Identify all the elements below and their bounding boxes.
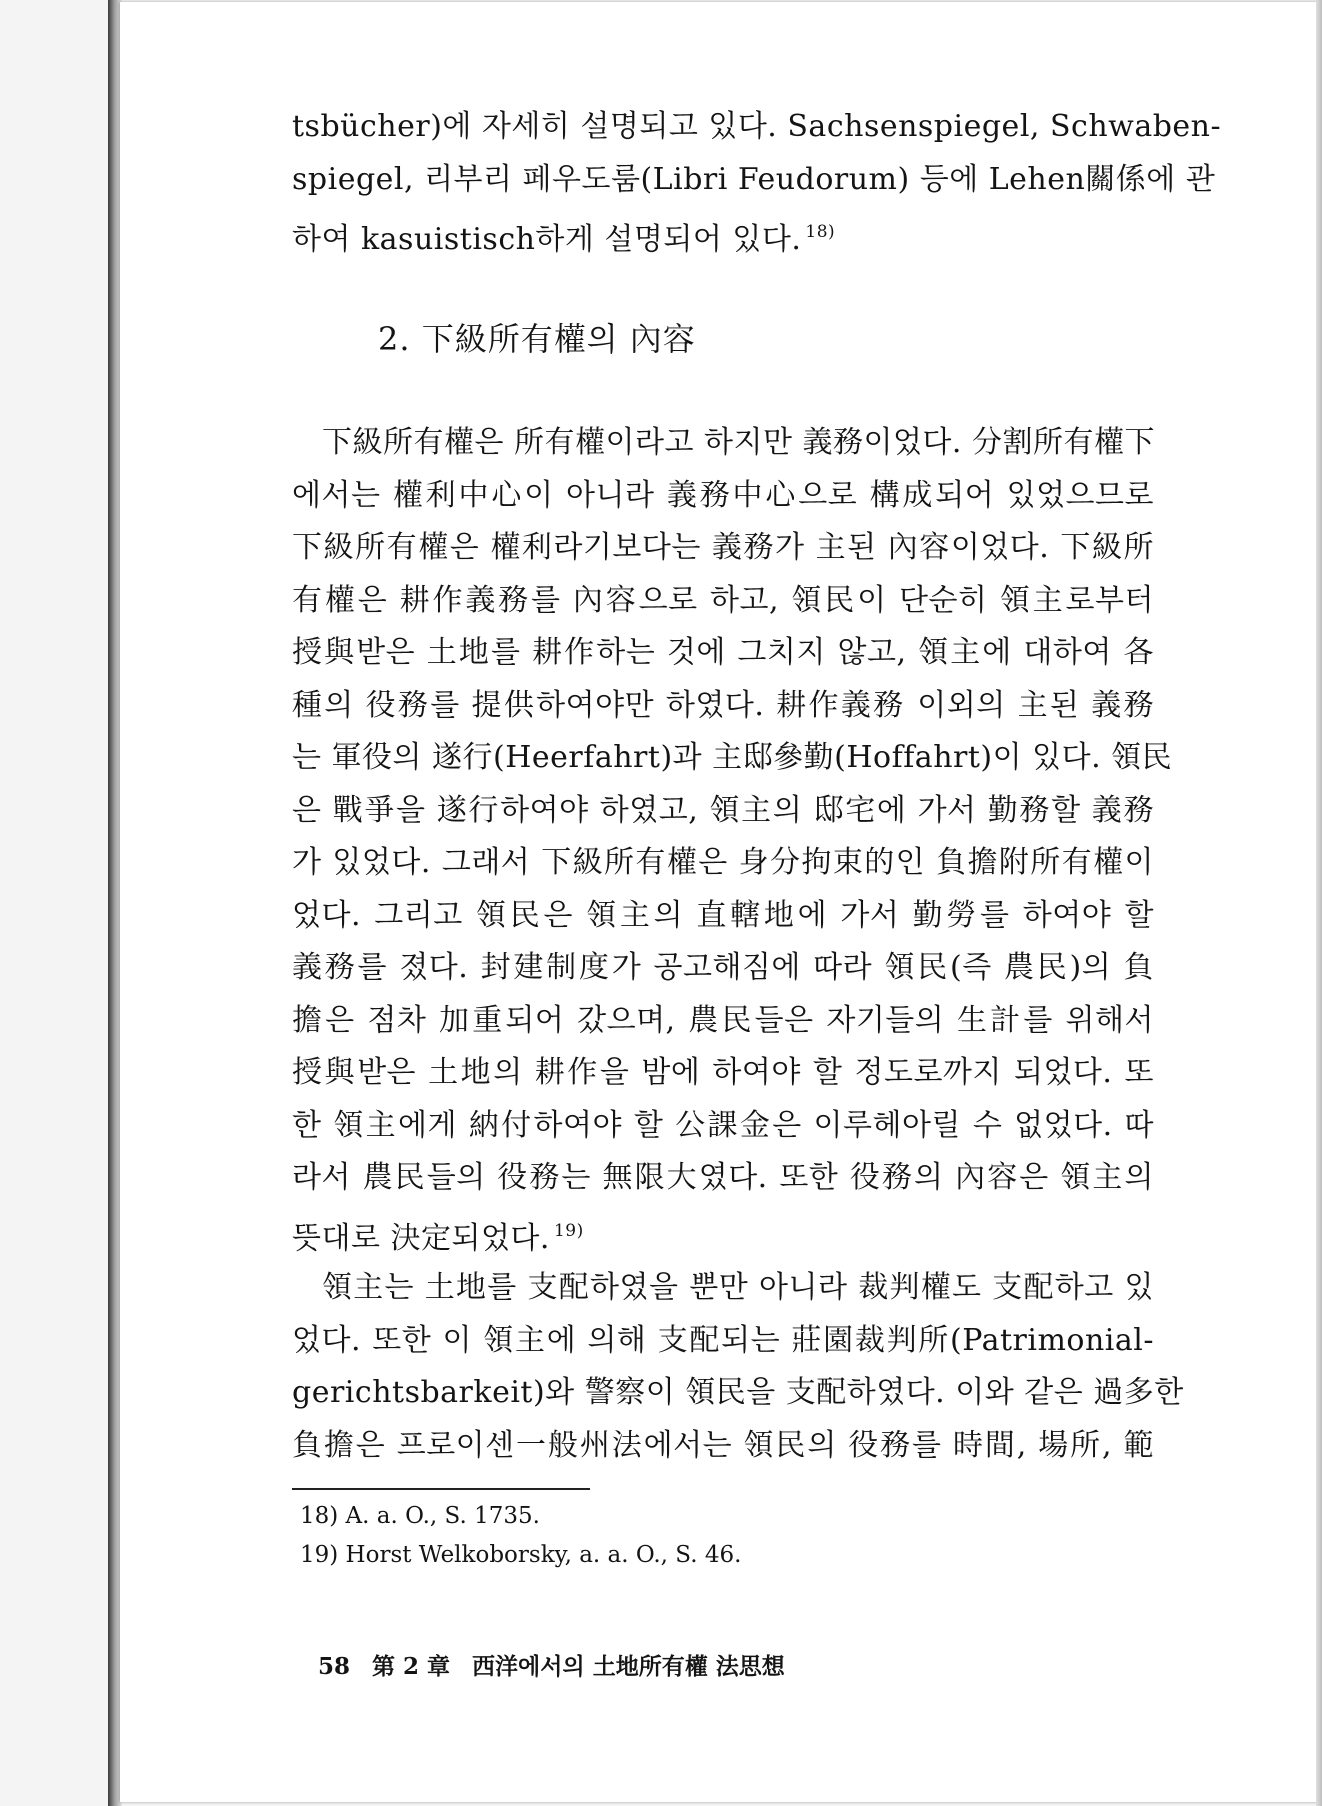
text-line: gerichtsbarkeit)와 警察이 領民을 支配하였다. 이와 같은 過多한 [292, 1375, 1184, 1410]
footnotes [300, 1497, 741, 1575]
top-paragraph [292, 101, 1222, 267]
text-line: 擔은 점차 加重되어 갔으며, 農民들은 자기들의 生計를 위해서 [292, 1002, 1154, 1038]
chapter-number: 第 2 章 [372, 1653, 451, 1680]
text-line: 負擔은 프로이센一般州法에서는 領民의 役務를 時間, 場所, 範 [292, 1427, 1154, 1463]
text-line: tsbücher)에 자세히 설명되고 있다. Sachsenspiegel, Schwaben- [292, 109, 1222, 144]
body-paragraph-2 [292, 1262, 1184, 1472]
chapter-title: 西洋에서의 土地所有權 法思想 [472, 1653, 785, 1680]
footnote-divider [292, 1488, 590, 1490]
footnote-19: 19) Horst Welkoborsky, a. a. O., S. 46. [300, 1542, 742, 1568]
running-footer [318, 1648, 785, 1681]
text-line: 種의 役務를 提供하여야만 하였다. 耕作義務 이외의 主된 義務 [292, 687, 1154, 723]
text-line: 라서 農民들의 役務는 無限大였다. 또한 役務의 內容은 領主의 [292, 1160, 1154, 1195]
text-line: 有權은 耕作義務를 內容으로 하고, 領民이 단순히 領主로부터 [292, 582, 1154, 618]
text-line: 領主는 土地를 支配하였을 뿐만 아니라 裁判權도 支配하고 있 [322, 1270, 1154, 1305]
text-line: 下級所有權은 權利라기보다는 義務가 主된 內容이었다. 下級所 [292, 530, 1154, 565]
text-line: spiegel, 리부리 페우도룸(Libri Feudorum) 등에 Lehen關係에 관 [292, 161, 1216, 197]
text-line: 었다. 또한 이 領主에 의해 支配되는 莊園裁判所(Patrimonial- [292, 1322, 1154, 1358]
text-line: 義務를 졌다. 封建制度가 공고해짐에 따라 領民(즉 農民)의 負 [292, 950, 1154, 985]
footnote-18: 18) A. a. O., S. 1735. [300, 1503, 540, 1529]
text-line: 은 戰爭을 遂行하여야 하였고, 領主의 邸宅에 가서 勤務할 義務 [292, 792, 1154, 828]
text-line: 授與받은 土地를 耕作하는 것에 그치지 않고, 領主에 대하여 各 [292, 635, 1154, 670]
body-paragraph-1 [292, 417, 1173, 1265]
footnote-reference: 19) [553, 1220, 584, 1241]
text-line: 가 있었다. 그래서 下級所有權은 身分拘束的인 負擔附所有權이 [292, 845, 1154, 880]
text-line: 는 軍役의 遂行(Heerfahrt)과 主邸參勤(Hoffahrt)이 있다. 領民 [292, 740, 1173, 775]
text-line: 에서는 權利中心이 아니라 義務中心으로 構成되어 있었으므로 [292, 477, 1154, 513]
section-heading: 2. 下級所有權의 內容 [378, 320, 696, 358]
text-line: 授與받은 土地의 耕作을 밤에 하여야 할 정도로까지 되었다. 또 [292, 1055, 1154, 1090]
page-edge [1316, 0, 1322, 1806]
text-line: 었다. 그리고 領民은 領主의 直轄地에 가서 勤勞를 하여야 할 [292, 897, 1154, 933]
text-line: 한 領主에게 納付하여야 할 公課金은 이루헤아릴 수 없었다. 따 [292, 1107, 1154, 1143]
text-line: 下級所有權은 所有權이라고 하지만 義務이었다. 分割所有權下 [322, 425, 1155, 460]
page-number: 58 [318, 1653, 351, 1680]
text-line: 하여 kasuistisch하게 설명되어 있다. $^{18)}$ [292, 222, 836, 257]
footnote-reference: 18) [805, 222, 836, 242]
text-line: 뜻대로 決定되었다. $^{19)}$ [292, 1220, 584, 1256]
